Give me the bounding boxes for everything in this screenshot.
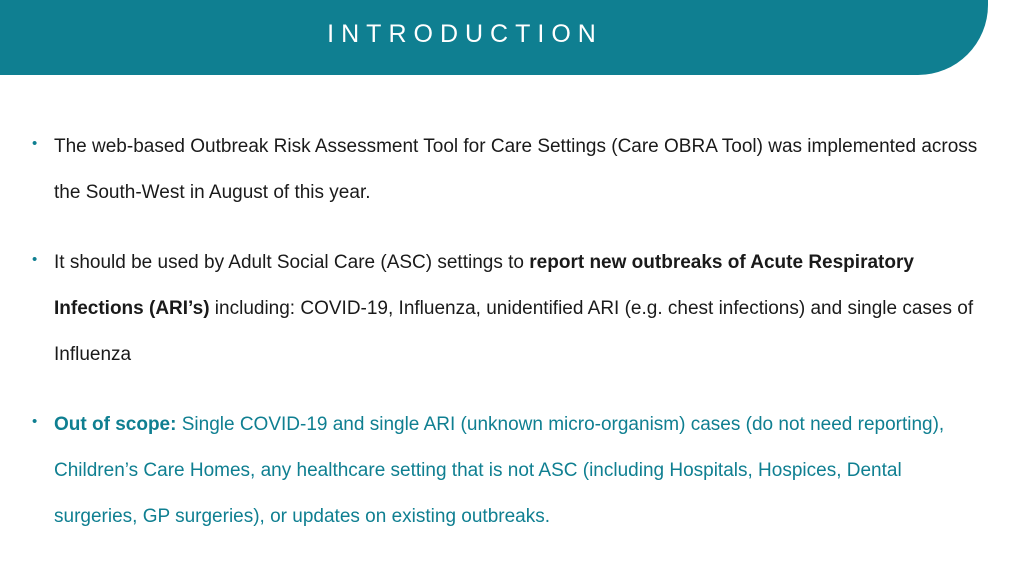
bullet-item-out-of-scope	[32, 402, 987, 540]
bullet-icon: •	[32, 413, 38, 430]
bullet-icon: •	[32, 251, 38, 268]
bullet-text: The web-based Outbreak Risk Assessment Tool for Care Settings (Care OBRA Tool) was implemented across the South-West in August of this year.	[54, 136, 978, 203]
bullet-icon: •	[32, 135, 38, 152]
bullet-text-emphasis: report new outbreaks of Acute Respiratory Infections (ARI’s)	[54, 252, 914, 319]
bullet-text-tail: Single COVID-19 and single ARI (unknown micro-organism) cases (do not need reporting), Children’s Care Homes, any healthcare setting that is not ASC (including Hospitals, Hospices, Dental surgeries, GP surgeries), or updates on existing outbreaks.	[54, 414, 945, 527]
bullet-list	[32, 124, 987, 564]
slide-title: INTRODUCTION	[327, 20, 603, 48]
bullet-text-tail: including: COVID-19, Influenza, unidentified ARI (e.g. chest infections) and single cases of Influenza	[54, 298, 974, 365]
bullet-text-lead: It should be used by Adult Social Care (ASC) settings to	[54, 252, 530, 273]
bullet-item-usage	[32, 240, 987, 378]
bullet-item-tool-implementation	[32, 124, 987, 216]
out-of-scope-label: Out of scope:	[54, 414, 177, 435]
